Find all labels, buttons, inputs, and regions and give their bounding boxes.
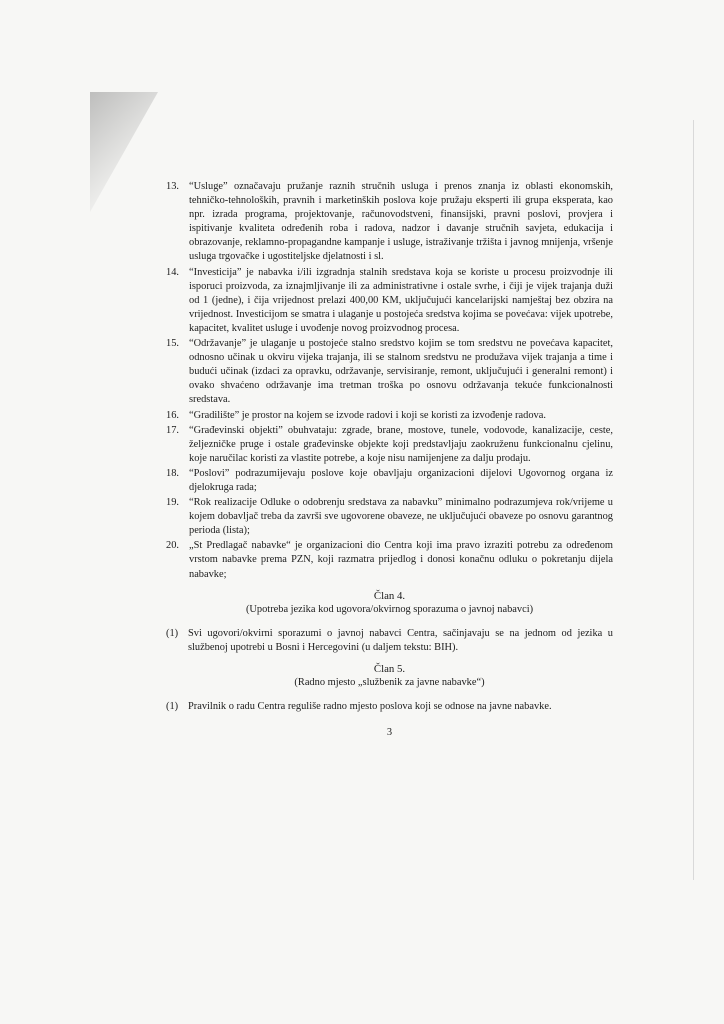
item-text: “Poslovi” podrazumijevaju poslove koje obavljaju organizacioni dijelovi Ugovornog organa iz djelokruga rada; <box>189 467 613 493</box>
list-item <box>166 539 613 581</box>
item-number: 17. <box>166 424 179 436</box>
article-4-header <box>166 589 613 617</box>
item-text: “Rok realizacije Odluke o odobrenju sredstava za nabavku” minimalno podrazumjeva rok/vrijeme u kojem dobavljač treba da završi sve ugovorene obaveze, ne uključujući obaveze po osnovu garantnog perioda (lista); <box>189 497 613 537</box>
definitions-list <box>166 180 613 582</box>
scan-edge-line <box>693 120 694 880</box>
item-text: „St Predlagač nabavke“ je organizacioni dio Centra koji ima pravo izraziti potrebu za određenom vrstom nabavke prema PZN, koji razmatra prijedlog i donosi konačnu odluku o pokretanju dijela nabavke; <box>189 540 613 580</box>
article-heading: Član 5. <box>373 663 406 675</box>
item-text: “Gradilište” je prostor na kojem se izvode radovi i koji se koristi za izvođenje radova. <box>189 409 546 421</box>
article-5-paragraph <box>166 700 613 714</box>
list-item <box>166 180 613 265</box>
article-subtitle: (Upotreba jezika kod ugovora/okvirnog sporazuma o javnoj nabavci) <box>245 603 534 615</box>
item-number: 13. <box>166 181 179 192</box>
item-number: 19. <box>166 497 179 509</box>
article-5-header <box>166 662 613 690</box>
item-number: 14. <box>166 266 179 278</box>
document-body <box>166 180 613 740</box>
item-text: “Održavanje” je ulaganje u postojeće stalno sredstvo kojim se tom sredstvu ne povećava kapacitet, odnosno učinak u okviru vijeka trajanja, ili se stalnom sredstvu ne produžava vijek trajanja a time i budući učinak (izdaci za opravku, održavanje, servisiranje, remont, uključujući i generalni remont) i ovako shvaćeno održavanje ima tretman troška po osnovu održavanja tekuće funkcionalnosti sredstava. <box>189 338 613 406</box>
scan-shadow <box>90 92 158 212</box>
list-item <box>166 496 613 538</box>
list-item <box>166 424 613 466</box>
item-number: 16. <box>166 409 179 421</box>
paragraph-text: Svi ugovori/okvirni sporazumi o javnoj nabavci Centra, sačinjavaju se na jednom od jezika u službenoj upotrebi u Bosni i Hercegovini (u daljem tekstu: BIH). <box>188 627 613 653</box>
article-heading: Član 4. <box>373 589 406 602</box>
item-number: 18. <box>166 467 179 479</box>
paragraph-number: (1) <box>166 627 179 639</box>
page-number: 3 <box>386 727 393 739</box>
paragraph-number: (1) <box>166 701 179 713</box>
paragraph-text: Pravilnik o radu Centra reguliše radno mjesto poslova koji se odnose na javne nabavke. <box>188 701 552 713</box>
list-item <box>166 337 613 407</box>
item-number: 15. <box>166 338 179 350</box>
list-item <box>166 409 613 423</box>
article-4-paragraph <box>166 627 613 655</box>
item-text: “Građevinski objekti” obuhvataju: zgrade, brane, mostove, tunele, vodovode, kanalizacije, ceste, željezničke pruge i ostale građevinske objekte koji predstavljaju zaokruženu funkcionalnu cjelinu, koje naručilac koristi za vlastite potrebe, a koje nisu namijenjene za dalju prodaju. <box>189 424 613 464</box>
item-text: “Usluge” označavaju pružanje raznih stručnih usluga i prenos znanja iz oblasti ekonomskih, tehničko-tehnoloških, pravnih i marketinških poslova koje pružaju eksperti ili grupa eksperata, kao npr. izrada programa, projektovanje, računovodstveni, finansijski, pravni poslovi, provjera i ispitivanje kvaliteta određenih roba i radova, nadzor i davanje stručnih savjeta, edukacija i obrazovanje, reklamno-propagandne kampanje i usluge, istraživanje tržišta i javnog mnijenja, vršenje usluga trgovačke i ugostiteljske djelatnosti i sl. <box>189 181 613 263</box>
article-subtitle: (Radno mjesto „službenik za javne nabavke“) <box>294 677 485 689</box>
list-item <box>166 266 613 336</box>
item-number: 20. <box>166 540 179 552</box>
item-text: “Investicija” je nabavka i/ili izgradnja stalnih sredstava koja se koriste u procesu proizvodnje ili isporuci proizvoda, za iznajmljivanje ili za administrativne i ostale svrhe, i čiji je vijek trajanja duži od 1 (jedne), i čija vrijednost prelazi 400,00 KM, uključujući kancelarijski namještaj bez obzira na vrijednost. Investicijom se smatra i ulaganje u postojeća sredstva kojima se povećava: vijek upotrebe, kapacitet, kvalitet usluge i uvođenje novog proizvodnog procesa. <box>189 266 613 334</box>
list-item <box>166 467 613 495</box>
